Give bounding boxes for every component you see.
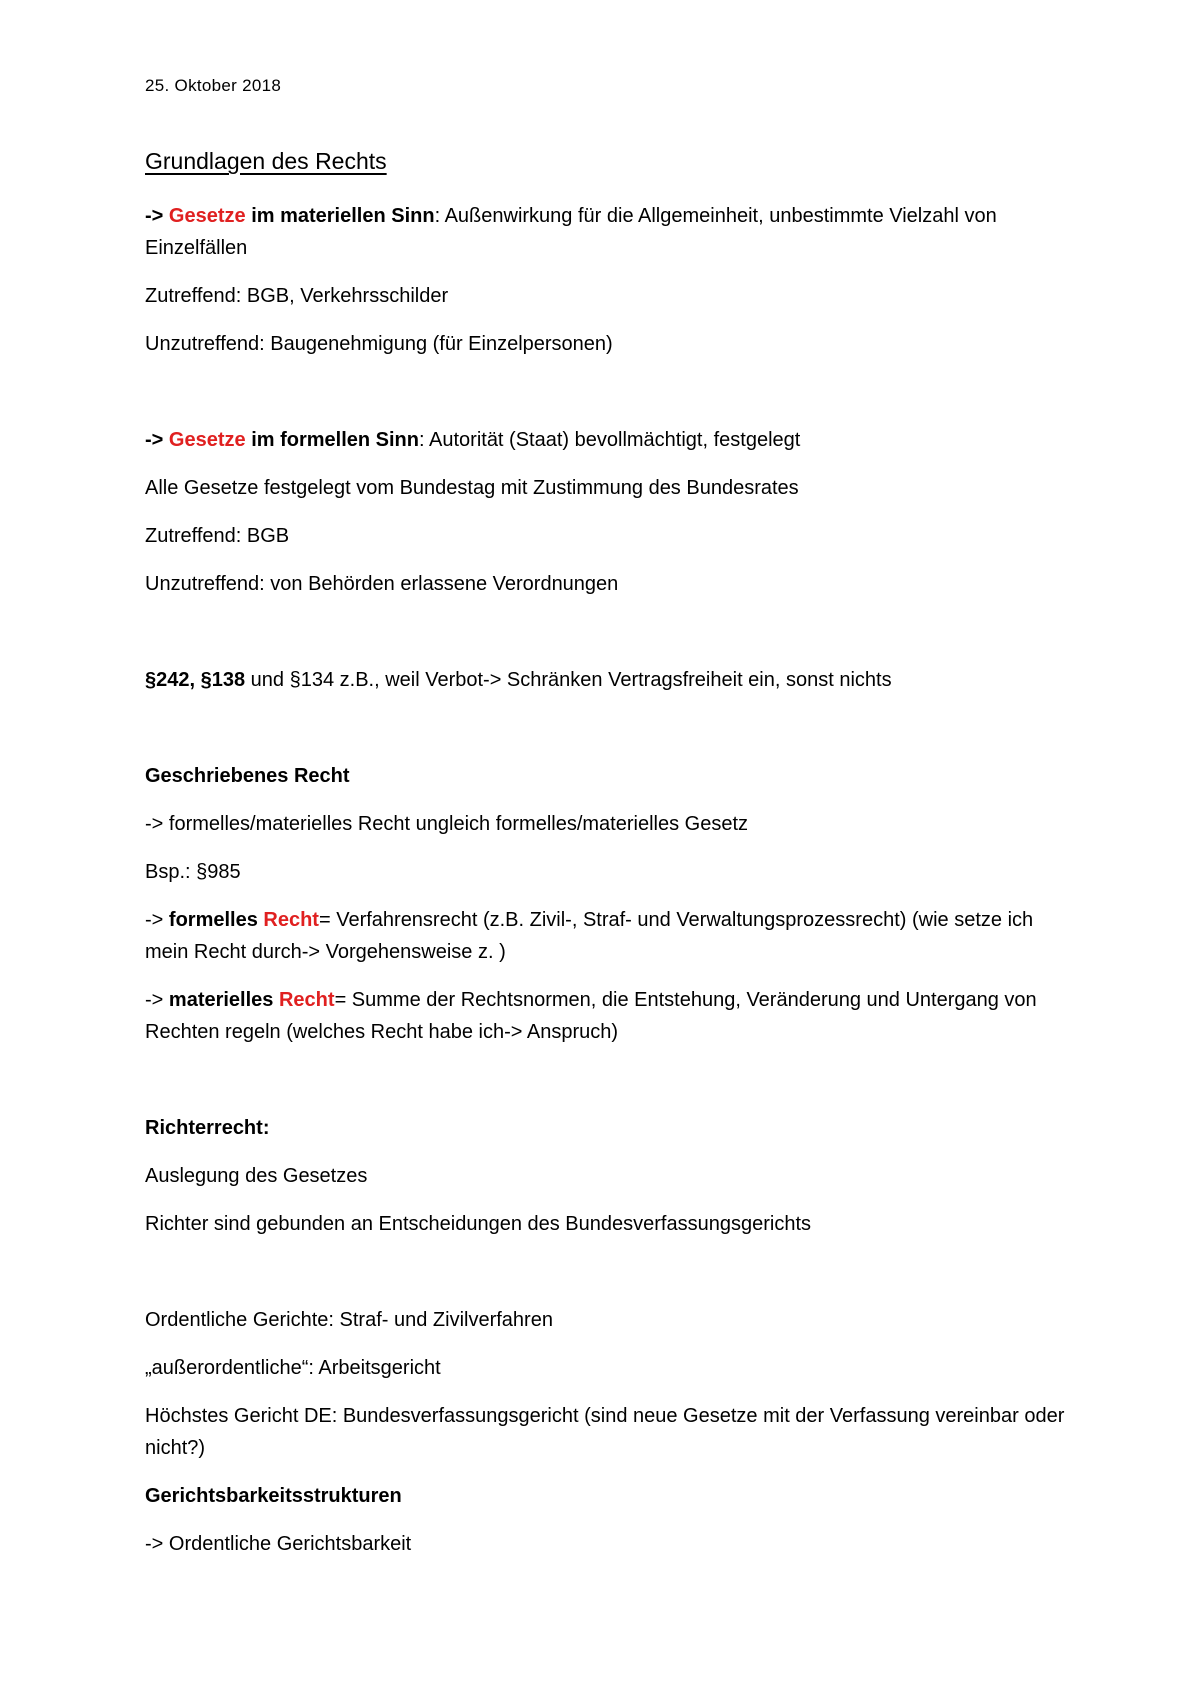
example-line: Bsp.: §985 [145, 861, 241, 883]
definition-text: : Außenwirkung für die Allgemeinheit, unbestimmte Vielzahl von Einzelfällen [145, 205, 997, 259]
spacer [145, 616, 1075, 664]
paragraph-formal-right [145, 904, 1075, 968]
page-title: Grundlagen des Rechts [145, 148, 387, 174]
definition-text: = Summe der Rechtsnormen, die Entstehung, Veränderung und Untergang von Rechten regeln (welches Recht habe ich-> Anspruch) [145, 989, 1037, 1043]
paragraph-material-right [145, 984, 1075, 1048]
formal-law-note: Alle Gesetze festgelegt vom Bundestag mit Zustimmung des Bundesrates [145, 477, 799, 499]
arrow-marker: -> [145, 205, 164, 227]
spacer [145, 1256, 1075, 1304]
spacer [145, 376, 1075, 424]
courts-line: -> Ordentliche Gerichtsbarkeit [145, 1533, 412, 1555]
document-body [145, 200, 1075, 1576]
courts-line: „außerordentliche“: Arbeitsgericht [145, 1357, 441, 1379]
courts-line: Höchstes Gericht DE: Bundesverfassungsgericht (sind neue Gesetze mit der Verfassung vereinbar oder nicht?) [145, 1405, 1065, 1459]
written-law-note: -> formelles/materielles Recht ungleich formelles/materielles Gesetz [145, 813, 749, 835]
example-not-applicable: Unzutreffend: von Behörden erlassene Verordnungen [145, 573, 619, 595]
term-material-sense: im materiellen Sinn [251, 205, 435, 227]
spacer [145, 712, 1075, 760]
paragraph-sections [145, 664, 1075, 696]
arrow-marker: -> [145, 989, 169, 1011]
spacer [145, 1064, 1075, 1112]
document-date: 25. Oktober 2018 [145, 76, 282, 95]
example-applicable: Zutreffend: BGB, Verkehrsschilder [145, 285, 449, 307]
arrow-marker: -> [145, 429, 164, 451]
heading-written-law: Geschriebenes Recht [145, 765, 350, 787]
highlight-recht: Recht [278, 989, 335, 1011]
heading-judge-law: Richterrecht: [145, 1117, 270, 1139]
judge-law-line: Auslegung des Gesetzes [145, 1165, 368, 1187]
term-formal-sense: im formellen Sinn [251, 429, 419, 451]
section-references: §242, §138 [145, 669, 246, 691]
paragraph-formal-law [145, 424, 1075, 456]
heading-court-structures: Gerichtsbarkeitsstrukturen [145, 1485, 402, 1507]
highlight-gesetze: Gesetze [168, 205, 246, 227]
section-note: und §134 z.B., weil Verbot-> Schränken Vertragsfreiheit ein, sonst nichts [245, 669, 892, 691]
courts-line: Ordentliche Gerichte: Straf- und Zivilverfahren [145, 1309, 553, 1331]
definition-text: : Autorität (Staat) bevollmächtigt, festgelegt [419, 429, 801, 451]
paragraph-material-law [145, 200, 1075, 264]
judge-law-line: Richter sind gebunden an Entscheidungen des Bundesverfassungsgerichts [145, 1213, 811, 1235]
arrow-marker: -> [145, 909, 169, 931]
example-not-applicable: Unzutreffend: Baugenehmigung (für Einzelpersonen) [145, 333, 613, 355]
definition-text: = Verfahrensrecht (z.B. Zivil-, Straf- und Verwaltungsprozessrecht) (wie setze ich mein Recht durch-> Vorgehensweise z. ) [145, 909, 1034, 963]
highlight-gesetze: Gesetze [168, 429, 246, 451]
highlight-recht: Recht [263, 909, 319, 931]
term-formal: formelles [168, 909, 264, 931]
example-applicable: Zutreffend: BGB [145, 525, 290, 547]
term-material: materielles [168, 989, 279, 1011]
